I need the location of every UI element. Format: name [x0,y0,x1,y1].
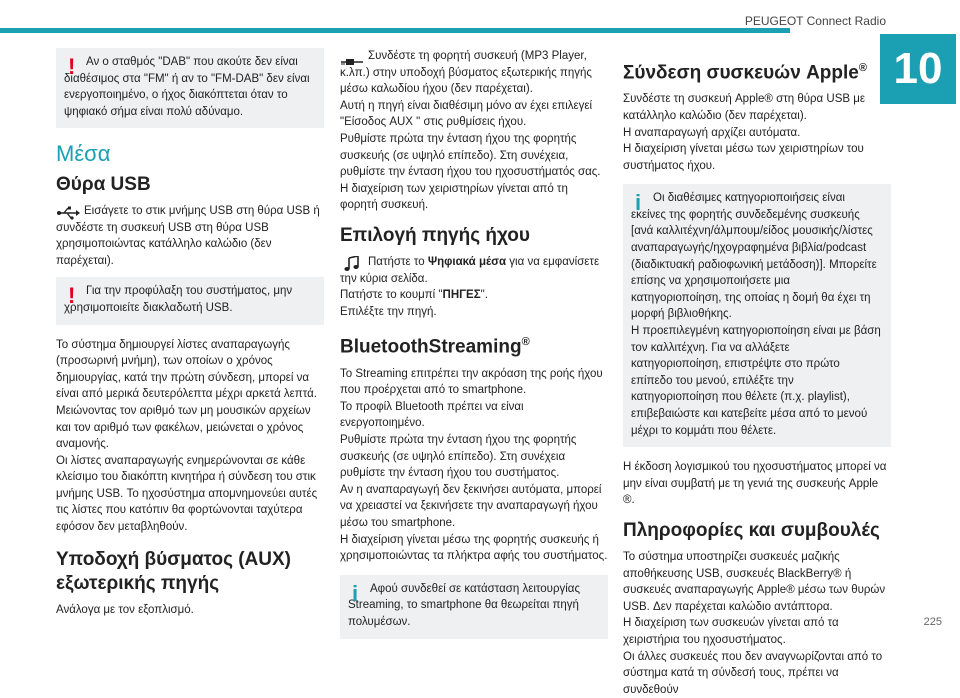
column-3 [623,48,891,698]
usb-title: Θύρα USB [56,173,151,195]
info-title: Πληροφορίες και συμβουλές [623,519,880,541]
source-text2: για να εμφανίσετε την κύρια σελίδα. [340,255,600,285]
playlist-text: Το σύστημα δημιουργεί λίστες αναπαραγωγής (προσωρινή μνήμη), των οποίων ο χρόνος δημιουργίας, κατά την πρώτη σύνδεση, μπορεί να είναι από μερικά δευτερόλεπτα μέχρι αρκετά λεπτά. Μειώνοντας τον αριθμό των μη μουσικών αρχείων και τον αριθμό των φακέλων, μειώνεται ο χρόνος αναμονής. Οι λίστες αναπαραγωγής ενημερώνονται σε κάθε κλείσιμο του διακόπτη κινητήρα ή σύνδεση του στικ μνήμης USB. Το ηχοσύστημα απομνημονεύει αυτές τις λίστες που κατόπιν θα φορτώνονται ταχύτερα εφόσον δεν μεταβληθούν. [56,338,318,534]
apple-version-text: Η έκδοση λογισμικού του ηχοσυστήματος μπορεί να μην είναι συμβατή με τη γενιά της συσκευής Apple ®. [623,461,887,507]
exclamation-icon: ! [68,283,76,309]
bt-reg-mark: ® [521,336,530,349]
source-line3: Επιλέξτε την πηγή. [340,305,437,318]
usb-icon [56,205,80,221]
source-line2 [340,287,608,304]
sources-button-label: ΠΗΓΕΣ [442,289,481,302]
music-note-icon [340,256,364,272]
apple-text: Συνδέστε τη συσκευή Apple® στη θύρα USB με κατάλληλο καλώδιο (δεν παρέχεται). Η αναπαραγωγή αρχίζει αυτόματα. Η διαχείριση γίνεται μέσω των χειριστηρίων του συστήματος ήχου. [623,93,865,172]
aux-title: Υποδοχή βύσματος (AUX) εξωτερικής πηγής [56,548,292,594]
header-title: PEUGEOT Connect Radio [744,14,886,28]
section-title-media: Μέσα [56,141,111,167]
chapter-number: 10 [880,34,956,104]
column-1 [56,48,324,618]
usb-warning-text: Για την προφύλαξη του συστήματος, μην χρησιμοποιείτε διακλαδωτή USB. [64,285,293,314]
usb-text: Εισάγετε το στικ μνήμης USB στη θύρα USB ή συνδέστε τη συσκευή USB στη θύρα USB χρησιμοποιώντας κατάλληλο καλώδιο (δεν παρέχεται). [56,204,320,267]
warning-note-dab [56,48,324,128]
aux-connect-text: Συνδέστε τη φορητή συσκευή (MP3 Player, κ.λπ.) στην υποδοχή βύσματος εξωτερικής πηγής μέσω καλωδίου ήχου (δεν παρέχεται). Αυτή η πηγή είναι διαθέσιμη μόνο αν έχει επιλεγεί "Είσοδος AUX " στις ρυθμίσεις ήχου. Ρυθμίστε πρώτα την ένταση ήχου της φορητής συσκευής (σε υψηλό επίπεδο). Στη συνέχεια, ρυθμίστε την ένταση ήχου του ηχοσυστήματός σας. Η διαχείριση των χειριστηρίων γίνεται από τη φορητή συσκευή. [340,50,601,212]
top-accent-bar [0,28,790,33]
info-icon: i [352,580,359,606]
exclamation-icon: ! [68,54,76,79]
info-icon: i [635,190,642,216]
digital-media-label: Ψηφιακά μέσα [427,255,507,268]
source-text1: Πατήστε το [368,255,428,268]
apple-reg-mark: ® [858,62,867,74]
apple-title-text: Σύνδεση συσκευών Apple [623,62,859,84]
bt-text: Το Streaming επιτρέπει την ακρόαση της ροής ήχου που προέρχεται από το smartphone. Το προφίλ Bluetooth πρέπει να είναι ενεργοποιημένο. Ρυθμίστε πρώτα την ένταση ήχου της φορητής συσκευής (σε υψηλό επίπεδο). Στη συνέχεια ρυθμίστε την ένταση ήχου του συστήματος. Αν η αναπαραγωγή δεν ξεκινήσει αυτόματα, μπορεί να χρειαστεί να ξεκινήσετε την αναπαραγωγή ήχου μέσω του smartphone. Η διαχείριση γίνεται μέσω της φορητής συσκευής ή χρησιμοποιώντας τα πλήκτρα αφής του συστήματος. [340,367,608,563]
warning-text: Αν ο σταθμός "DAB" που ακούτε δεν είναι διαθέσιμος στα "FM" ή αν το "FM-DAB" δεν είναι ενεργοποιημένο, ο ήχος διακόπτεται όταν το ψηφιακό σήμα είναι πολύ αδύναμο. [64,56,310,118]
info-text: Το σύστημα υποστηρίζει συσκευές μαζικής αποθήκευσης USB, συσκευές BlackBerry® ή συσκευές αναπαραγωγής Apple® μέσω των θυρών USB. Δεν παρέχεται καλώδιο αντάπτορα. Η διαχείριση των συσκευών γίνεται από τα χειριστήρια του ηχοσυστήματος. Οι άλλες συσκευές που δεν αναγνωρίζονται από το σύστημα κατά τη σύνδεσή τους, πρέπει να συνδεθούν [623,550,886,696]
column-2 [340,48,608,651]
warning-note-usb [56,277,324,324]
info-note-bt [340,575,608,639]
page-number: 225 [923,616,942,628]
aux-jack-icon [340,54,364,70]
bt-info-text: Αφού συνδεθεί σε κατάσταση λειτουργίας Streaming, το smartphone θα θεωρείται πηγή πολυμέσων. [348,582,580,628]
source-text4: ". [480,289,488,302]
source-text3: Πατήστε το κουμπί " [340,289,443,302]
source-line1 [340,254,608,287]
info-note-apple [623,184,891,447]
source-paragraph [340,254,608,320]
apple-info-text: Οι διαθέσιμες κατηγοριοποιήσεις είναι εκείνες της φορητής συνδεδεμένης συσκευής [ανά καλλιτέχνη/άλμπουμ/είδος μουσικής/λίστες αναπαραγωγής/ηχογραφημένα βιβλία/podcast (διαδικτυακή ραδιοφωνική μετάδοση)]. Μπορείτε επίσης να χρησιμοποιήσετε μια κατηγοριοποίηση, της οποίας η δομή θα έχει τη μορφή βιβλιοθήκης. Η προεπιλεγμένη κατηγοριοποίηση είναι με βάση τον καλλιτέχνη. Για να αλλάξετε κατηγοριοποίηση, επιστρέψτε στο πρώτο επίπεδο του μενού, επιλέξτε την κατηγοριοποίηση που θέλετε (π.χ. playlist), επιβεβαιώστε και κατεβείτε μέσα από το μενού μέχρι το κομμάτι που θέλετε. [631,192,881,437]
usb-paragraph [56,203,324,269]
aux-connect-paragraph [340,48,608,214]
bt-title-text: BluetoothStreaming [340,336,522,358]
apple-title [623,56,891,85]
bt-title [340,330,608,359]
source-title: Επιλογή πηγής ήχου [340,224,530,246]
aux-text: Ανάλογα με τον εξοπλισμό. [56,603,194,616]
